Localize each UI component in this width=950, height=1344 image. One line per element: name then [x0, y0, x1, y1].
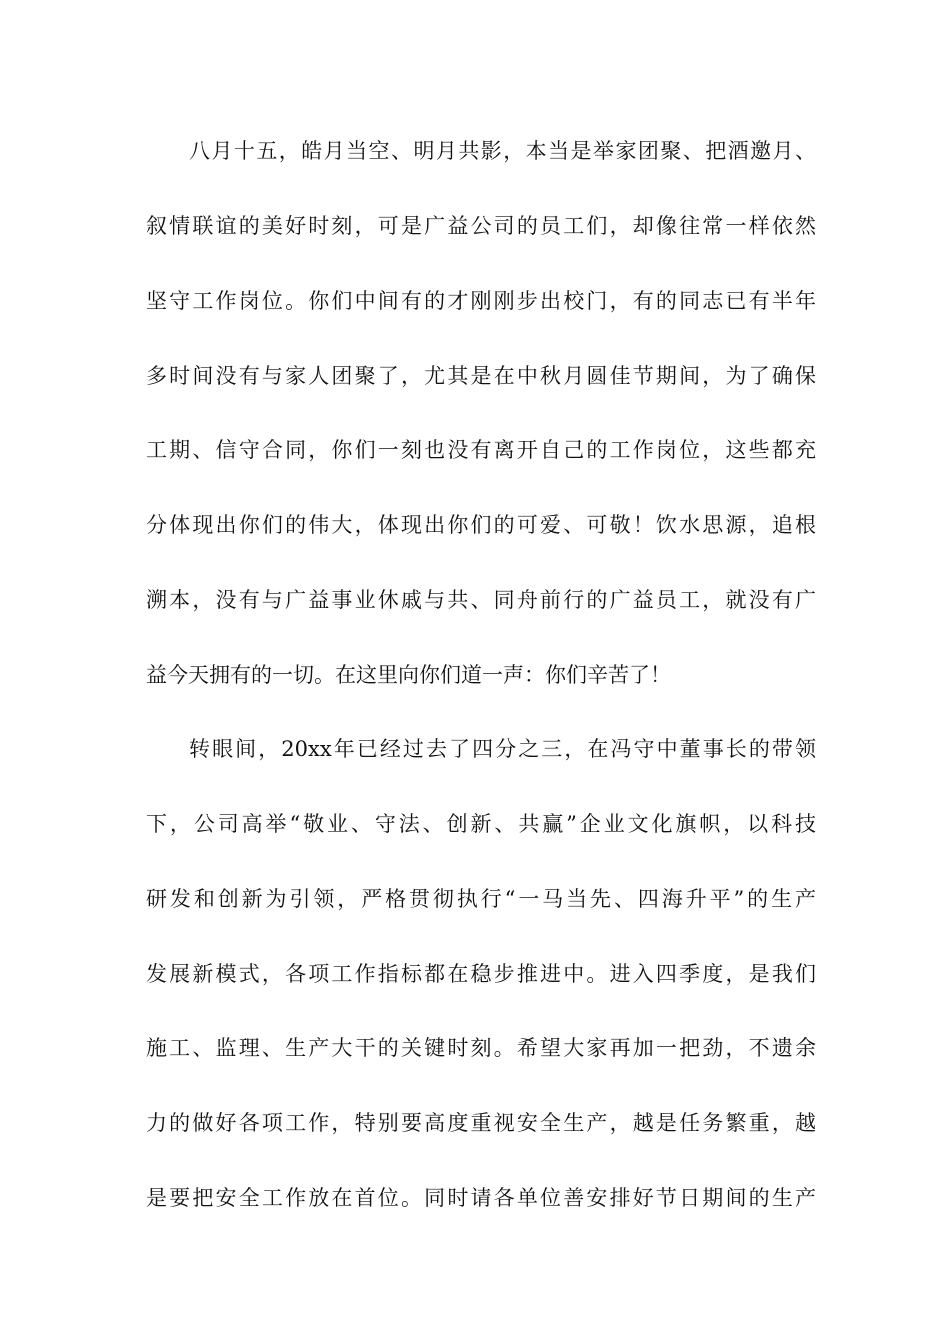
- paragraph-2-line-6: 力的做好各项工作，特别要高度重视安全生产，越是任务繁重，越: [146, 1111, 816, 1135]
- paragraph-1-line-5: 工期、信守合同，你们一刻也没有离开自己的工作岗位，这些都充: [146, 438, 816, 462]
- paragraph-1-line-3: 坚守工作岗位。你们中间有的才刚刚步出校门，有的同志已有半年: [146, 289, 816, 313]
- paragraph-2-line-1: 转眼间，20xx年已经过去了四分之三，在冯守中董事长的带领: [189, 737, 816, 761]
- paragraph-1-line-4: 多时间没有与家人团聚了，尤其是在中秋月圆佳节期间，为了确保: [146, 364, 816, 388]
- paragraph-2-line-5: 施工、监理、生产大干的关键时刻。希望大家再加一把劲，不遗余: [146, 1036, 816, 1060]
- paragraph-2-line-3: 研发和创新为引领，严格贯彻执行“一马当先、四海升平”的生产: [146, 887, 816, 911]
- paragraph-1-line-1: 八月十五，皓月当空、明月共影，本当是举家团聚、把酒邀月、: [189, 139, 816, 163]
- paragraph-1-line-8: 益今天拥有的一切。在这里向你们道一声：你们辛苦了！: [146, 663, 671, 687]
- paragraph-1-line-7: 溯本，没有与广益事业休戚与共、同舟前行的广益员工，就没有广: [146, 588, 816, 612]
- paragraph-2-line-2: 下，公司高举“敬业、守法、创新、共赢”企业文化旗帜，以科技: [146, 812, 816, 836]
- paragraph-1-line-6: 分体现出你们的伟大，体现出你们的可爱、可敬！饮水思源，追根: [146, 513, 816, 537]
- paragraph-2-line-4: 发展新模式，各项工作指标都在稳步推进中。进入四季度，是我们: [146, 962, 816, 986]
- paragraph-1-line-2: 叙情联谊的美好时刻，可是广益公司的员工们，却像往常一样依然: [146, 214, 816, 238]
- paragraph-2-line-7: 是要把安全工作放在首位。同时请各单位善安排好节日期间的生产: [146, 1186, 816, 1210]
